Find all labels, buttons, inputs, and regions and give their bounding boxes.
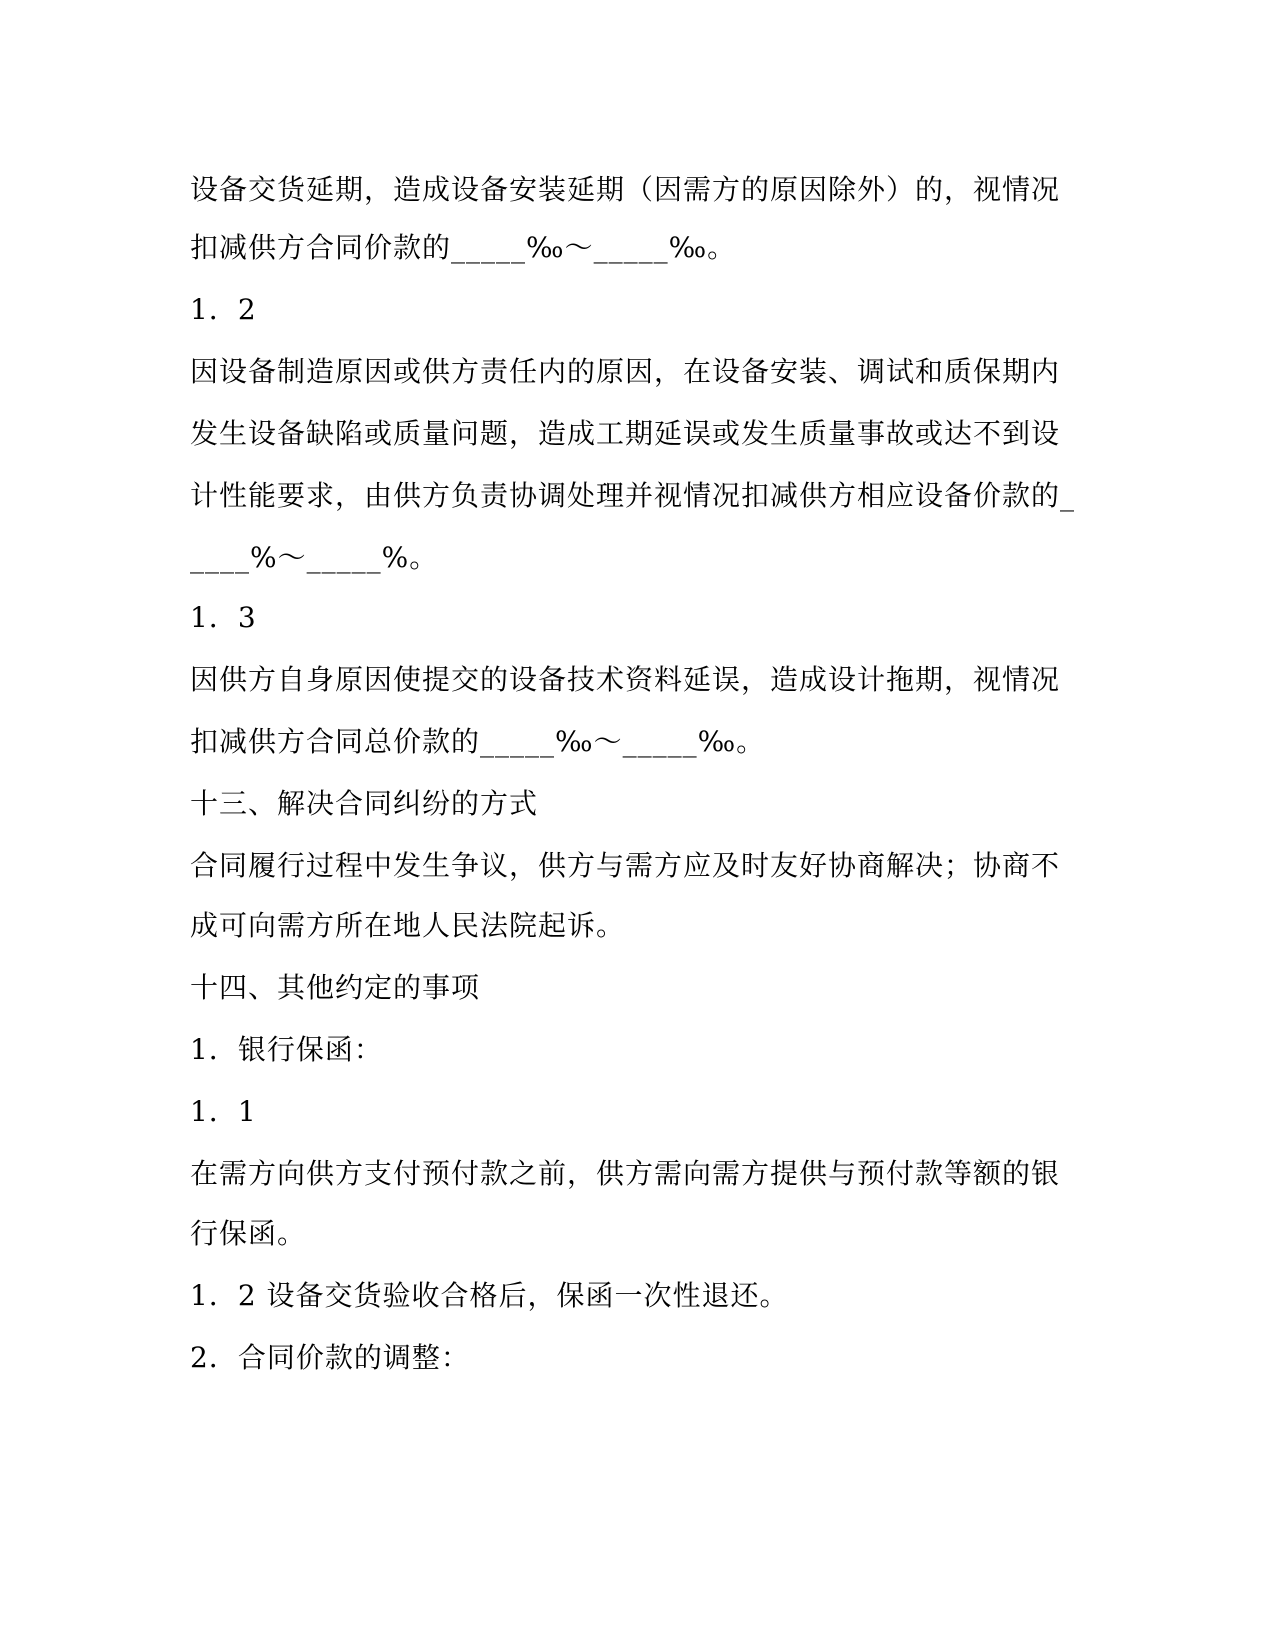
text-line: ____%～_____%。	[190, 541, 439, 574]
text-line: 2．合同价款的调整：	[190, 1341, 470, 1374]
text-line: 发生设备缺陷或质量问题，造成工期延误或发生质量事故或达不到设	[190, 417, 1061, 450]
text-line: 在需方向供方支付预付款之前，供方需向需方提供与预付款等额的银	[190, 1157, 1061, 1190]
text-line: 因设备制造原因或供方责任内的原因，在设备安装、调试和质保期内	[190, 355, 1061, 388]
clause-number: 1．2	[190, 293, 257, 326]
text-line: 成可向需方所在地人民法院起诉。	[190, 909, 626, 942]
text-line: 行保函。	[190, 1217, 307, 1250]
text-line: 计性能要求，由供方负责协调处理并视情况扣减供方相应设备价款的_	[190, 479, 1076, 512]
text-line: 设备交货延期，造成设备安装延期（因需方的原因除外）的，视情况	[190, 173, 1061, 206]
text-line: 1．2 设备交货验收合格后，保函一次性退还。	[190, 1279, 789, 1312]
text-line: 扣减供方合同价款的_____‰～_____‰。	[190, 231, 737, 264]
text-line: 扣减供方合同总价款的_____‰～_____‰。	[190, 725, 766, 758]
section-heading: 十四、其他约定的事项	[190, 971, 481, 1004]
text-line: 合同履行过程中发生争议，供方与需方应及时友好协商解决；协商不	[190, 849, 1061, 882]
text-line: 1．银行保函：	[190, 1033, 383, 1066]
clause-number: 1．1	[190, 1095, 257, 1128]
clause-number: 1．3	[190, 601, 257, 634]
text-line: 因供方自身原因使提交的设备技术资料延误，造成设计拖期，视情况	[190, 663, 1061, 696]
section-heading: 十三、解决合同纠纷的方式	[190, 787, 539, 820]
